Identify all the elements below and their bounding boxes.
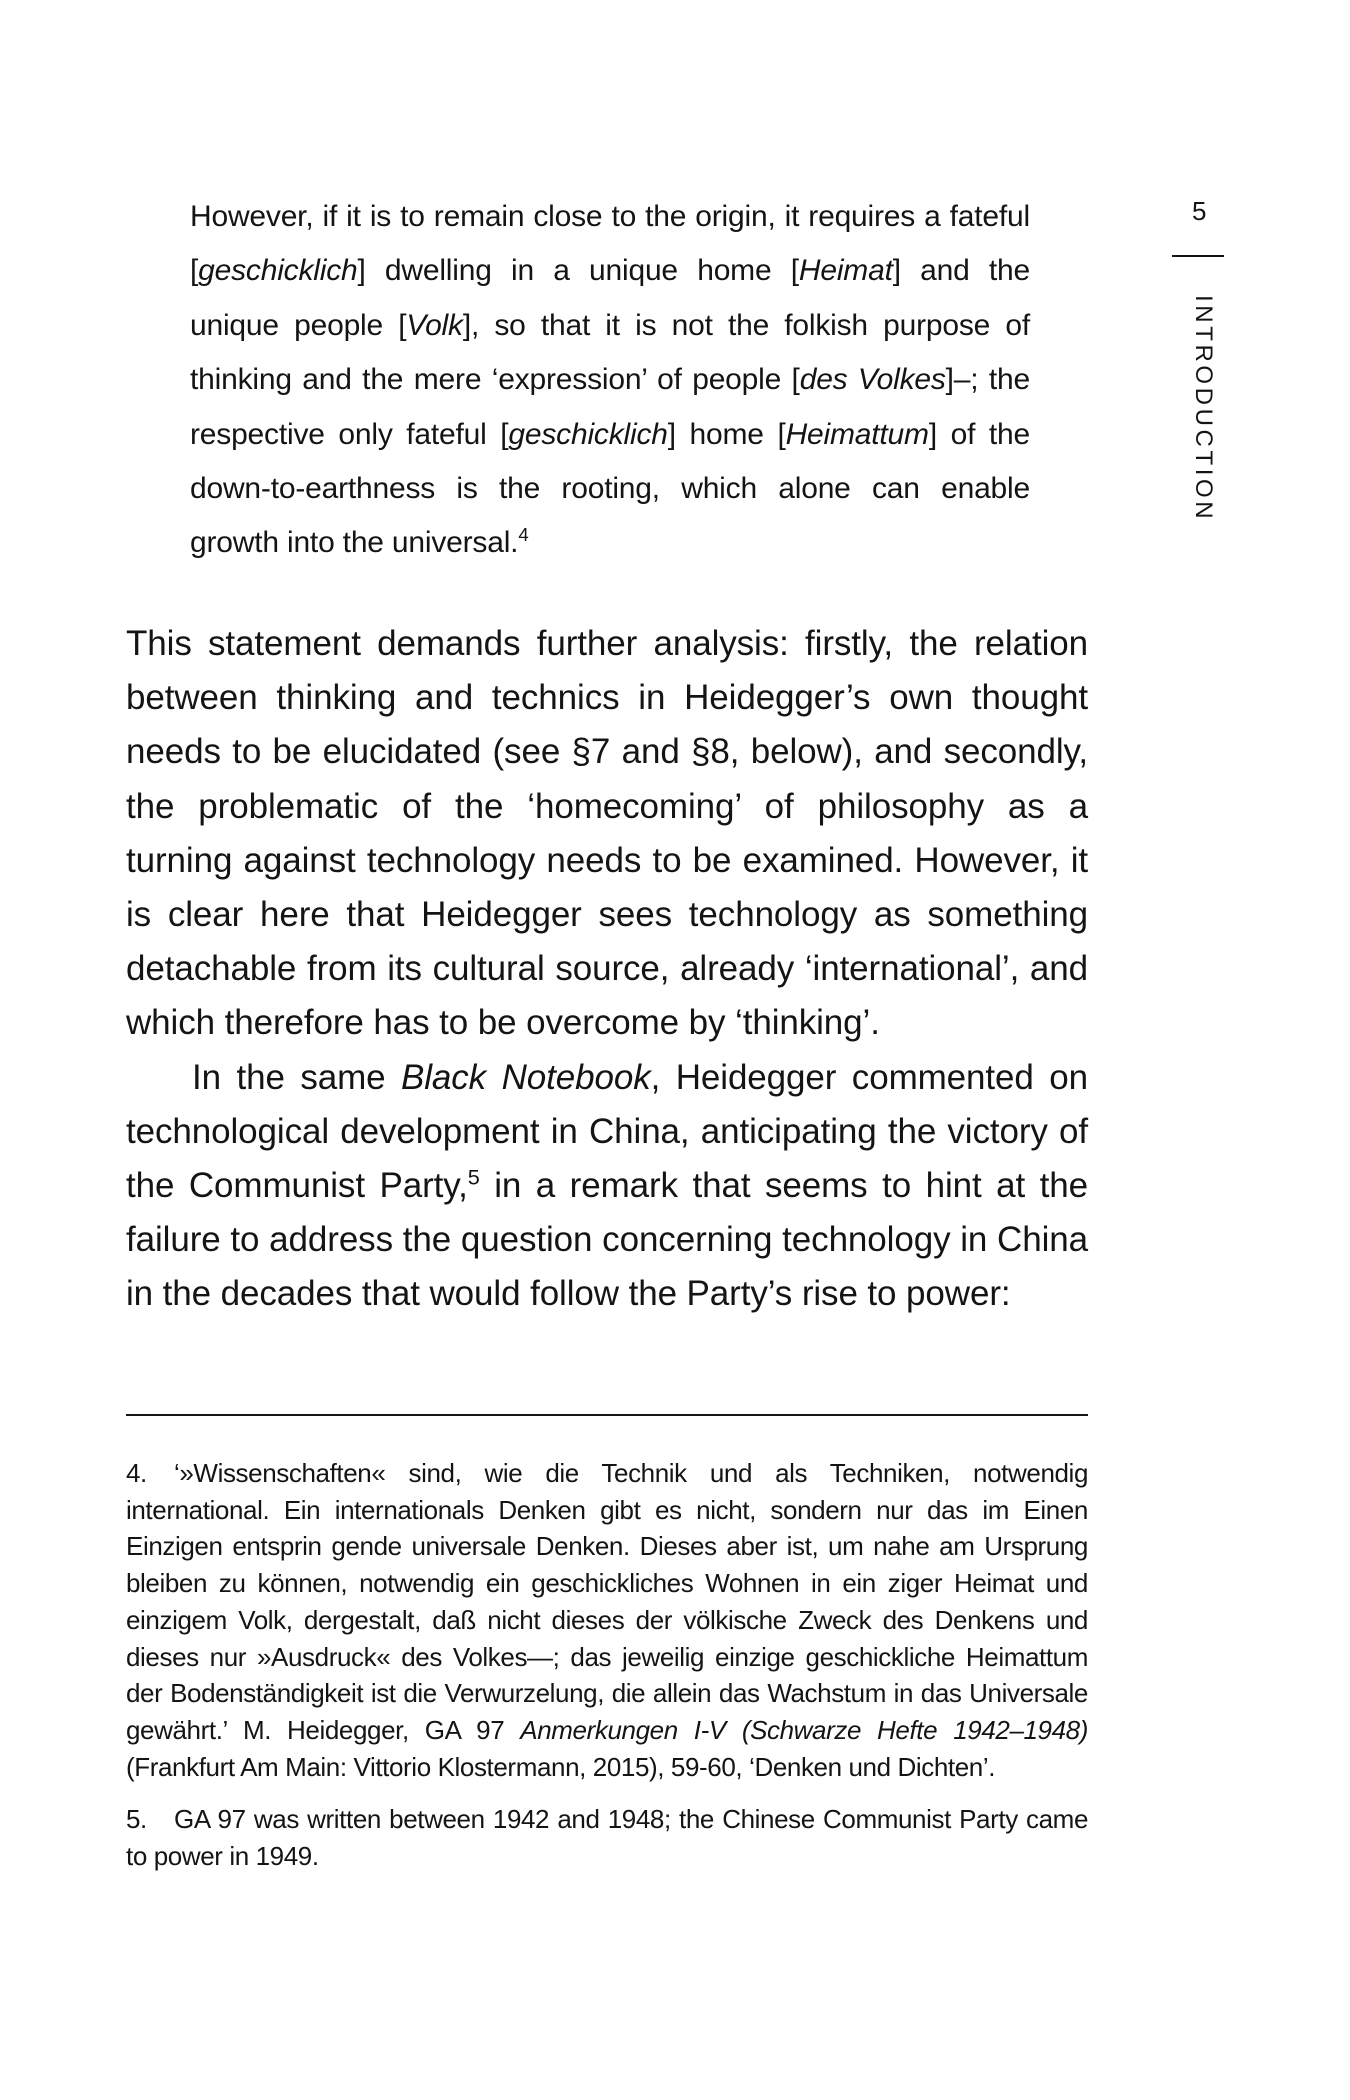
block-quote-paragraph [190, 190, 1030, 571]
body-text-run: , Heidegger commented on technological development in China, anticipating the victory of the Communist Party, [126, 1057, 1088, 1206]
footnote-number: 5. [126, 1804, 147, 1835]
footnote-text: GA 97 was written between 1942 and 1948; the Chinese Communist Party came to power in 1949. [126, 1804, 1088, 1872]
quote-italic: des Volkes [799, 363, 946, 397]
body-paragraph-1: This statement demands further analysis: firstly, the relation between thinking and technics in Heidegger’s own thought needs to be elucidated (see §7 and §8, below), and secondly, the problematic of the ‘homecoming’ of philosophy as a turning against technology needs to be examined. However, it is clear here that Heidegger sees technology as something detachable from its cultural source, already ‘international’, and which therefore has to be overcome by ‘thinking’. [126, 624, 1088, 1043]
quote-text: ] home [ [667, 417, 786, 451]
page-number: 5 [1192, 196, 1207, 226]
body-text-run: in a remark that seems to hint at the failure to address the question concerning technology in China in the decades that would follow the Party’s rise to power: [126, 1166, 1089, 1314]
footnote-number: 4. [126, 1458, 147, 1488]
footnote-ref-5[interactable]: 5 [467, 1164, 480, 1190]
body-text-run: In the same [192, 1057, 401, 1097]
body-paragraph-2 [126, 1051, 1088, 1322]
quote-italic: Volk [406, 308, 463, 342]
footnote-text: (Frankfurt Am Main: Vittorio Klostermann, 2015), 59-60, ‘Denken und Dichten’. [126, 1751, 996, 1782]
quote-text: ] of the down-to-earthness is the rooting, which alone can enable growth into the universal. [190, 417, 1031, 560]
footnote-ref-4[interactable]: 4 [518, 524, 529, 546]
quote-italic: geschicklich [198, 254, 358, 288]
footnote-text: ‘»Wissenschaften« sind, wie die Technik und als Techniken, notwendig international. Ein internationals Denken gibt es nicht, sondern nur das im Einen Einzigen entsprin gende universale Denken. Dieses aber ist, um nahe am Ursprung bleiben zu können, notwendig ein geschickliches Wohnen in ein ziger Heimat und einzigem Volk, dergestalt, daß nicht dieses der völkische Zweck des Denkens und dieses nur »Ausdruck« des Volkes—; das jeweilig einzige geschickliche Heimattum der Bodenständigkeit ist die Verwurzelung, die allein das Wachstum in das Universale gewährt.’ M. Heidegger, GA 97 [126, 1458, 1088, 1745]
quote-text: ], so that it is not the folkish purpose of thinking and the mere ‘expression’ of people [ [190, 308, 1030, 397]
quote-text: ] dwelling in a unique home [ [357, 254, 799, 288]
body-text [126, 617, 1088, 1322]
quote-italic: geschicklich [508, 417, 668, 451]
header-rule [1172, 255, 1224, 257]
book-title-italic: Black Notebook [401, 1057, 651, 1097]
quote-text: ]–; the respective only fateful [ [190, 363, 1030, 451]
footnote-rule [126, 1414, 1088, 1416]
quote-text: However, if it is to remain close to the origin, it requires a fateful [ [190, 200, 1030, 288]
quote-italic: Heimat [798, 254, 893, 288]
block-quote [190, 190, 1030, 571]
footnote-italic: Anmerkungen I-V (Schwarze Hefte 1942–1948) [520, 1714, 1088, 1745]
running-head [1173, 295, 1233, 523]
footnote-4 [126, 1455, 1088, 1785]
running-head-text: INTRODUCTION [1190, 295, 1217, 523]
quote-italic: Heimattum [785, 417, 929, 451]
footnote-5 [126, 1801, 1088, 1874]
footnotes [126, 1455, 1088, 1875]
quote-text: ] and the unique people [ [190, 254, 1030, 342]
